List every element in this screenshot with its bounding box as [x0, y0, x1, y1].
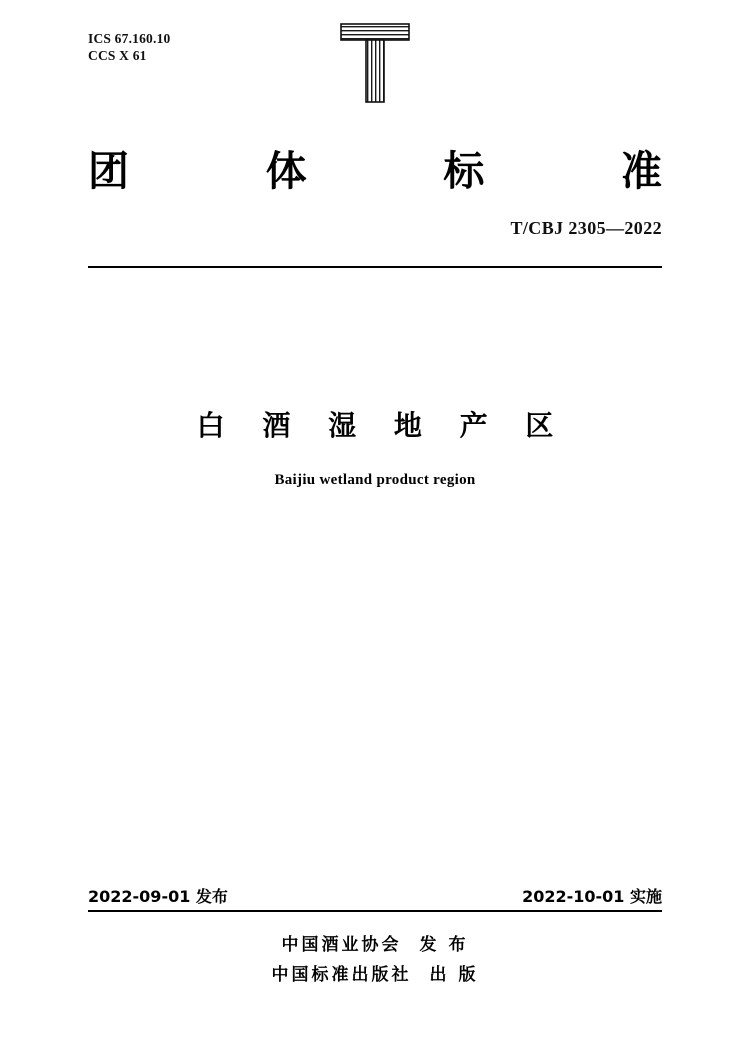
t-logo-icon — [339, 22, 411, 104]
press-row — [0, 960, 750, 990]
logo-container — [0, 22, 750, 109]
press-action: 出 版 — [429, 965, 479, 985]
standard-type-char-3: 标 — [443, 147, 485, 195]
standard-type-char-4: 准 — [620, 147, 662, 195]
ics-code: ICS 67.160.10 — [88, 31, 171, 46]
press-organization: 中国标准出版社 — [271, 965, 412, 985]
page-title-english: Baijiu wetland product region — [274, 472, 476, 488]
footer-divider — [88, 910, 662, 912]
standard-number: T/CBJ 2305—2022 — [510, 218, 662, 238]
publisher-block — [0, 930, 750, 990]
header-divider — [88, 266, 662, 268]
standard-type-char-1: 团 — [88, 147, 129, 195]
standard-type-title — [88, 138, 662, 197]
issuer-row — [0, 930, 750, 960]
issue-date: 2022-09-01 发布 — [88, 887, 228, 906]
issuer-organization: 中国酒业协会 — [281, 935, 402, 955]
implementation-date: 2022-10-01 实施 — [522, 887, 662, 906]
date-row — [88, 884, 662, 907]
ccs-code: CCS X 61 — [88, 48, 147, 63]
page-title: 白 酒 湿 地 产 区 — [196, 409, 568, 442]
standard-type-char-2: 体 — [265, 147, 307, 195]
issuer-action: 发 布 — [419, 935, 469, 955]
